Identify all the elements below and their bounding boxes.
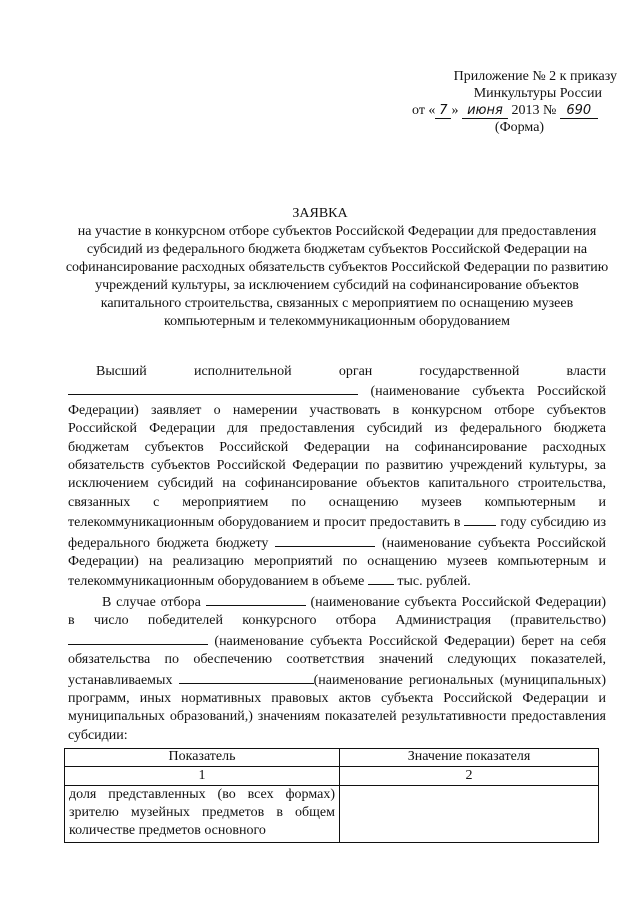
p1-text-5: тыс. рублей.	[397, 574, 471, 590]
column-number-1: 1	[65, 767, 340, 786]
p2-text-4: (наименование региональных (муниципальных) программ, иных нормативных правовых актов субъекта Российской Федерации и муниципальных образований,) значениям показателей результативности предоставления субсидии:	[68, 672, 607, 743]
indicator-text: доля представленных (во всех формах) зрителю музейных предметов в общем количестве предметов основного	[65, 786, 340, 843]
form-label: (Форма)	[494, 120, 545, 135]
p2-text-2: (наименование субъекта Российской Федерации) в число победителей конкурсного отбора Администрация (правительство)	[68, 594, 607, 629]
p2-text-3: (наименование субъекта Российской Федерации) берет на себя обязательства по обеспечению соответствия значений следующих показателей, устанавливаемых	[68, 633, 607, 688]
appendix-line: Приложение № 2 к приказу	[453, 69, 617, 84]
blank-amount	[368, 571, 394, 585]
blank-program-name	[179, 670, 314, 684]
date-year: 2013 №	[511, 103, 557, 118]
indicator-value-cell	[340, 786, 599, 843]
header-indicator: Показатель	[65, 749, 340, 767]
document-body	[68, 363, 606, 745]
document-subtitle: на участие в конкурсном отборе субъектов Российской Федерации для предоставления субсидий из федерального бюджета бюджетам субъектов Российской Федерации на софинансирование расходных обязательств субъектов Российской Федерации по развитию учреждений культуры, за исключением субсидий на софинансирование объектов капитального строительства, связанных с мероприятием по оснащению музеев компьютерным и телекоммуникационным оборудованием	[65, 224, 609, 329]
p1-text-2: (наименование субъекта Российской Федерации) заявляет о намерении участвовать в конкурсном отборе субъектов Российской Федерации для предоставления субсидий из федерального бюджета бюджетам субъектов Российской Федерации на софинансирование расходных обязательств субъектов Российской Федерации по развитию учреждений культуры, за исключением субсидий на софинансирование объектов капитального строительства, связанных с мероприятием по оснащению музеев компьютерным и телекоммуникационным оборудованием и просит предоставить в	[68, 384, 606, 531]
ministry-line: Минкультуры России	[473, 86, 602, 101]
table-header-row	[65, 749, 599, 767]
paragraph-1	[68, 363, 606, 592]
date-month: июня	[462, 104, 508, 119]
order-number: 690	[560, 104, 598, 119]
paragraph-2	[68, 592, 606, 745]
document-title: ЗАЯВКА	[292, 206, 348, 221]
p1-text-4: (наименование субъекта Российской Федерации) на реализацию мероприятий по оснащению музеев компьютерным и телекоммуникационным оборудованием в объеме	[68, 535, 606, 590]
date-mid: »	[451, 103, 459, 118]
table-row	[65, 786, 599, 843]
appendix-header	[412, 68, 617, 136]
header-indicator-value: Значение показателя	[340, 749, 599, 767]
date-prefix: от «	[412, 103, 436, 118]
indicators-table	[64, 748, 599, 843]
date-day: 7	[435, 104, 451, 119]
order-date-line	[412, 102, 617, 119]
blank-selected-subject	[206, 592, 306, 606]
p1-text-3: году субсидию из федерального бюджета бюджету	[68, 515, 607, 551]
blank-budget-subject	[275, 533, 375, 547]
p2-text-1: В случае отбора	[102, 594, 201, 610]
column-number-2: 2	[340, 767, 599, 786]
table-number-row	[65, 767, 599, 786]
blank-subject-name	[68, 381, 358, 395]
blank-year	[464, 512, 496, 526]
blank-administration	[68, 631, 208, 645]
p1-text-1: Высший исполнительной орган государственной власти	[96, 364, 606, 379]
